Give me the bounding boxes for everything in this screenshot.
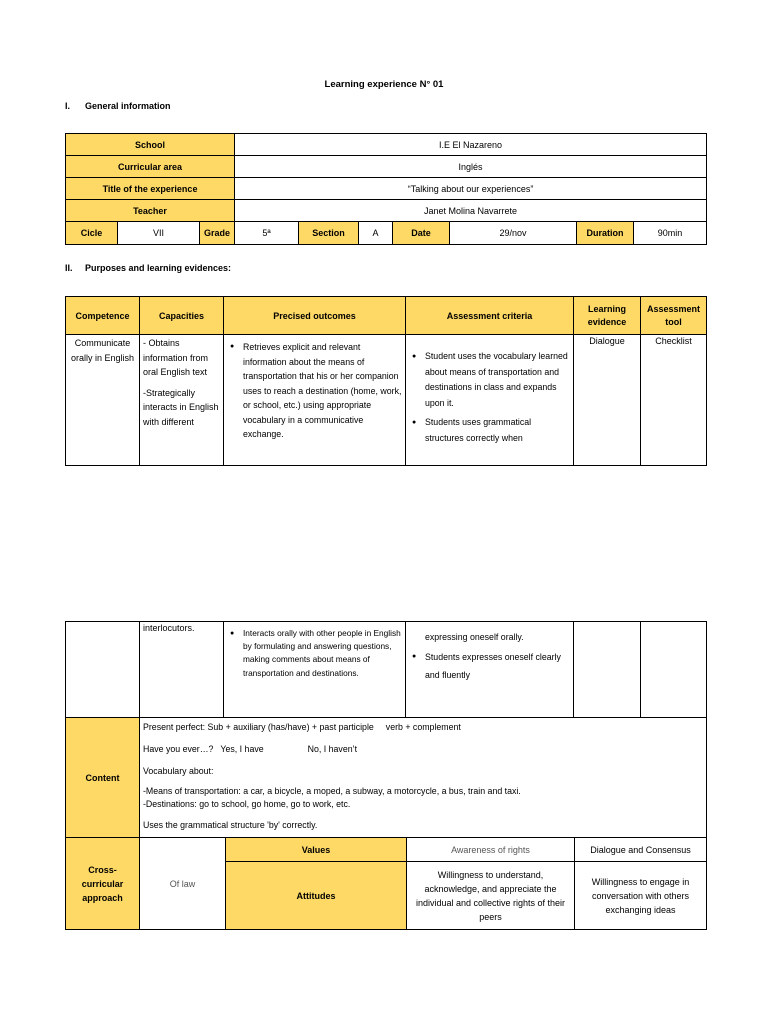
header-assessment-tool: Assessment tool: [641, 297, 707, 335]
criteria-cell: [406, 335, 574, 466]
teacher-value: Janet Molina Navarrete: [235, 200, 707, 222]
cross-curricular-table: [65, 837, 707, 930]
capacities-cell: [140, 335, 224, 466]
tool-cell-empty: [641, 622, 707, 718]
value-dialogue-consensus: Dialogue and Consensus: [575, 838, 707, 862]
curricular-area-label: Curricular area: [66, 156, 235, 178]
capacity-strategic-interaction: -Strategically interacts in English with different: [143, 387, 219, 427]
header-assessment-criteria: Assessment criteria: [406, 297, 574, 335]
header-precised-outcomes: Precised outcomes: [224, 297, 406, 335]
content-destinations: -Destinations: go to school, go home, go to work, etc.: [143, 799, 351, 809]
content-yes-i-have: Yes, I have: [220, 744, 264, 754]
content-present-perfect: Present perfect: Sub + auxiliary (has/have) + past participle: [143, 722, 374, 732]
values-label: Values: [226, 838, 407, 862]
school-label: School: [66, 134, 235, 156]
header-capacities: Capacities: [140, 297, 224, 335]
teacher-label: Teacher: [66, 200, 235, 222]
cicle-label: Cicle: [66, 222, 118, 245]
section-number: I.: [65, 101, 71, 111]
outcomes-cell: [224, 335, 406, 466]
general-info-table: [65, 133, 707, 245]
criteria-fluency: ● Students expresses oneself clearly and fluently: [425, 648, 570, 684]
competence-cell-empty: [66, 622, 140, 718]
experience-title-label: Title of the experience: [66, 178, 235, 200]
section-label: General information: [85, 101, 171, 111]
grade-value: 5ª: [235, 222, 299, 245]
content-label: Content: [66, 718, 140, 838]
date-label: Date: [393, 222, 450, 245]
criteria-continued-text: expressing oneself orally.: [425, 632, 524, 642]
content-means-of-transportation: -Means of transportation: a car, a bicycle, a moped, a subway, a motorcycle, a bus, train and taxi.: [143, 786, 521, 796]
attitude-rights: Willingness to understand, acknowledge, and appreciate the individual and collective rights of their peers: [407, 862, 575, 930]
value-awareness-of-rights: Awareness of rights: [407, 838, 575, 862]
tool-cell: Checklist: [641, 335, 707, 466]
grade-label: Grade: [200, 222, 235, 245]
date-value: 29/nov: [450, 222, 577, 245]
experience-title-value: “Talking about our experiences”: [235, 178, 707, 200]
purposes-table: [65, 296, 707, 466]
evidence-cell: Dialogue: [574, 335, 641, 466]
duration-label: Duration: [577, 222, 634, 245]
duration-value: 90min: [634, 222, 707, 245]
section-heading-purposes: [65, 263, 231, 273]
outcomes-cell-continued: [224, 622, 406, 718]
cross-curricular-label: Cross-curricular approach: [66, 838, 140, 930]
criteria-grammar: ● Students uses grammatical structures correctly when: [425, 415, 570, 446]
capacity-continued: interlocutors.: [140, 622, 224, 718]
curricular-area-value: Inglés: [235, 156, 707, 178]
content-have-you-ever: Have you ever…?: [143, 744, 214, 754]
criteria-vocabulary: ● Student uses the vocabulary learned about means of transportation and destinations in class and expands upon it.: [425, 349, 570, 411]
capacity-obtains-info: - Obtains information from oral English text: [143, 338, 209, 377]
outcome-retrieves-info: ● Retrieves explicit and relevant information about the means of transportation that his or her companion uses to reach a destination (home, work, or school, etc.) using appropriate vocabulary in a communicative exchange.: [243, 340, 402, 442]
cicle-value: VII: [118, 222, 200, 245]
header-competence: Competence: [66, 297, 140, 335]
attitudes-label: Attitudes: [226, 862, 407, 930]
school-value: I.E El Nazareno: [235, 134, 707, 156]
content-cell: [140, 718, 707, 838]
approach-of-law: Of law: [140, 838, 226, 930]
page-title: Learning experience N° 01: [324, 79, 444, 90]
attitude-conversation: Willingness to engage in conversation with others exchanging ideas: [575, 862, 707, 930]
content-no-i-havent: No, I haven’t: [307, 744, 358, 754]
competence-cell: Communicate orally in English: [66, 335, 140, 466]
section-number: II.: [65, 263, 73, 273]
purposes-table-continued: [65, 621, 707, 838]
content-verb-complement: verb + complement: [385, 722, 461, 732]
outcome-interacts-orally: ● Interacts orally with other people in English by formulating and answering questions, making comments about means of transportation and destinations.: [243, 627, 402, 680]
section-label: Purposes and learning evidences:: [85, 263, 232, 273]
section-heading-general: [65, 101, 171, 111]
section-value: A: [359, 222, 393, 245]
header-learning-evidence: Learning evidence: [574, 297, 641, 335]
content-by-structure: Uses the grammatical structure 'by' correctly.: [143, 820, 318, 830]
content-vocabulary-about: Vocabulary about:: [143, 766, 214, 776]
criteria-cell-continued: [406, 622, 574, 718]
section-label-cell: Section: [299, 222, 359, 245]
evidence-cell-empty: [574, 622, 641, 718]
